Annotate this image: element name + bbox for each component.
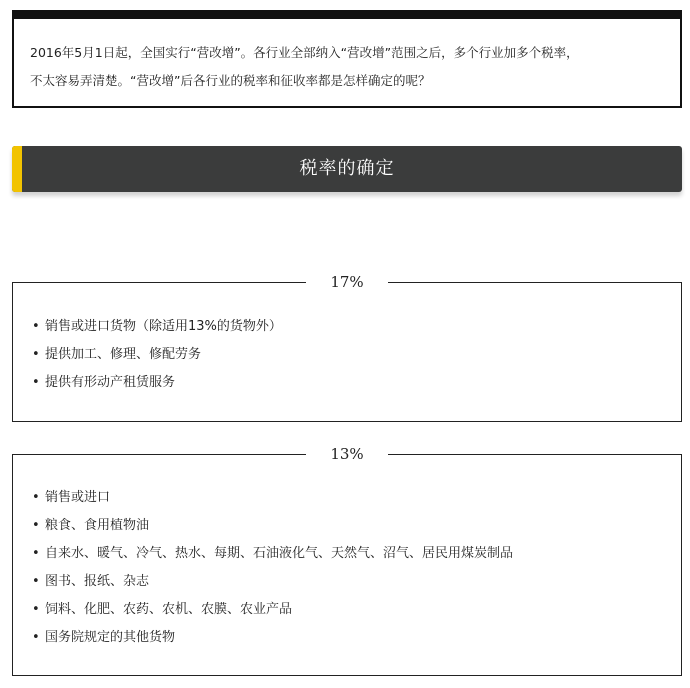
rate-box-13 (12, 445, 682, 676)
list-item-text: 国务院规定的其他货物 (45, 630, 176, 645)
list-item (31, 484, 513, 512)
intro-box (12, 10, 682, 108)
list-item-text: 粮食、食用植物油 (45, 518, 150, 533)
bullet-icon: • (32, 574, 40, 589)
list-item-text: 自来水、暖气、冷气、热水、每期、石油液化气、天然气、沼气、居民用煤炭制品 (45, 546, 514, 561)
bullet-icon: • (32, 490, 40, 505)
list-item (31, 540, 513, 568)
list-item-text: 提供加工、修理、修配劳务 (45, 347, 202, 362)
intro-line-2: 不太容易弄清楚。“营改增”后各行业的税率和征收率都是怎样确定的呢？ (30, 73, 431, 88)
rate-title-17: 17% (306, 272, 388, 292)
section-header (12, 146, 682, 192)
list-item (31, 341, 282, 369)
bullet-icon: • (32, 347, 40, 362)
list-item (31, 512, 513, 540)
rate-title-13: 13% (306, 444, 388, 464)
bullet-icon: • (32, 546, 40, 561)
list-item (31, 369, 282, 397)
bullet-icon: • (32, 518, 40, 533)
list-item (31, 313, 282, 341)
intro-line-1: 2016年5月1日起，全国实行“营改增”。各行业全部纳入“营改增”范围之后，多个行业加多个税率， (30, 45, 579, 60)
bullet-icon: • (32, 375, 40, 390)
bullet-icon: • (32, 319, 40, 334)
list-item-text: 饲料、化肥、农药、农机、农膜、农业产品 (45, 602, 293, 617)
rate-list-17 (31, 313, 282, 397)
list-item-text: 销售或进口 (45, 490, 111, 505)
section-title: 税率的确定 (299, 158, 395, 179)
list-item (31, 596, 513, 624)
rate-list-13 (31, 484, 513, 652)
list-item-text: 销售或进口货物（除适用13%的货物外） (45, 319, 282, 334)
list-item-text: 图书、报纸、杂志 (45, 574, 150, 589)
bullet-icon: • (32, 602, 40, 617)
list-item-text: 提供有形动产租赁服务 (45, 375, 176, 390)
list-item (31, 624, 513, 652)
list-item (31, 568, 513, 596)
intro-paragraph (30, 39, 670, 95)
bullet-icon: • (32, 630, 40, 645)
rate-box-17 (12, 273, 682, 422)
